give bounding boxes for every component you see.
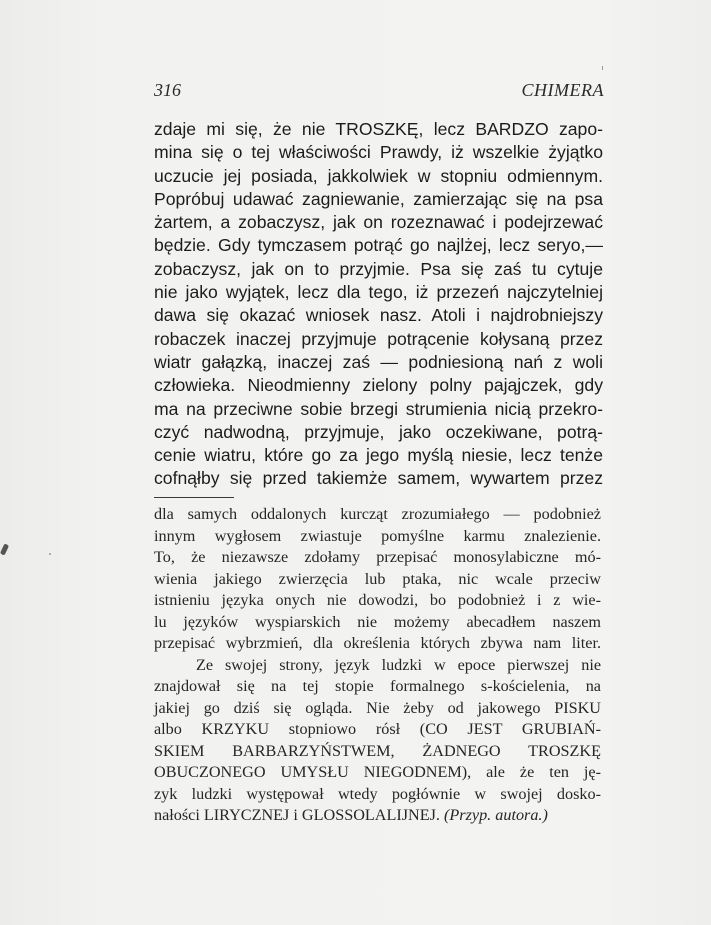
text-line: zobaczysz, jak on to przyjmie. Psa się zaś tu cytuje: [154, 258, 603, 279]
text-line: zdaje mi się, że nie TROSZKĘ, lecz BARDZO zapo-: [154, 119, 603, 139]
footnote-text: nałości LIRYCZNEJ i GLOSSOLALIJNEJ.: [154, 806, 440, 824]
text-line: ma na przeciwne sobie brzegi strumienia nicią przekro-: [154, 398, 603, 419]
text-line: czyć nadwodną, przyjmuje, jako oczekiwane, potrą-: [154, 421, 603, 442]
footnote-rule: [154, 497, 234, 498]
text-line: dawa się okazać wniosek nasz. Atoli i najdrobniejszy: [154, 305, 603, 326]
text-line: będzie. Gdy tymczasem potrąć go najlżej, lecz seryo,—: [154, 235, 603, 256]
running-head: [154, 80, 604, 106]
text-line: cenie wiatru, które go za jego myślą niesie, lecz tenże: [154, 445, 603, 466]
footnote-line: Ze swojej strony, język ludzki w epoce pierwszej nie: [196, 655, 601, 674]
text-line: żartem, a zobaczysz, jak on rozeznawać i podejrzewać: [154, 212, 603, 233]
text-line: Popróbuj udawać zagniewanie, zamierzając się na psa: [154, 188, 603, 209]
footnote-line: zyk ludzki występował wtedy pogłównie w swojej dosko-: [154, 784, 601, 803]
footnote-line: przepisać wybrzmień, dla określenia których zbywa nam liter.: [154, 634, 601, 652]
footnote-line: To, że niezawsze zdołamy przepisać monosylabiczne mó-: [154, 548, 601, 566]
footnote-line: albo KRZYKU stopniowo rósł (CO JEST GRUBIAŃ-: [154, 720, 601, 738]
page-number: 316: [154, 80, 181, 100]
footnote-line: jakiej go dziś się ogląda. Nie żeby od jakowego PISKU: [154, 698, 601, 717]
footnote-line: SKIEM BARBARZYŃSTWEM, ŻADNEGO TROSZKĘ: [154, 741, 601, 760]
paper-speck: [602, 66, 603, 70]
text-line: wiatr gałązką, inaczej zaś — podniesioną nań z woli: [154, 351, 603, 372]
paper-speck: [49, 553, 51, 555]
footnote-line: OBUCZONEGO UMYSŁU NIEGODNEM), ale że ten ję-: [154, 763, 601, 781]
text-line: uczucie jej posiada, jakkolwiek w stopniu odmiennym.: [154, 165, 603, 186]
text-line: robaczek inaczej przyjmuje potrącenie kołysaną przez: [154, 328, 603, 349]
footnote-line: znajdował się na tej stopie formalnego s-kościelenia, na: [154, 677, 601, 695]
text-line: człowieka. Nieodmienny zielony polny pająjczek, gdy: [154, 375, 603, 396]
text-line: nie jako wyjątek, lecz dla tego, iż przezeń najczytelniej: [154, 282, 603, 303]
margin-ink-mark: [0, 543, 9, 555]
main-text: [154, 118, 603, 491]
text-line: mina się o tej właściwości Prawdy, iż wszelkie żyjątko: [154, 142, 603, 163]
footnote-line: lu języków wyspiarskich nie możemy abecadłem naszem: [154, 612, 601, 631]
footnote-line: wienia jakiego zwierzęcia lub ptaka, nic wcale przeciw: [154, 569, 601, 588]
author-note: (Przyp. autora.): [444, 806, 548, 824]
footnote-last-line: [154, 805, 601, 827]
footnote-line: innym wygłosem zwiastuje pomyślne karmu znalezienie.: [154, 526, 601, 545]
footnote: [154, 504, 601, 827]
journal-title: CHIMERA: [521, 80, 604, 100]
footnote-line: istnieniu języka onych nie dowodzi, bo podobnież i z wie-: [154, 591, 601, 609]
footnote-line: dla samych oddalonych kurcząt zrozumiałego — podobnież: [154, 505, 601, 523]
text-line: cofnąłby się przed takiemże samem, wywartem przez: [154, 468, 603, 489]
